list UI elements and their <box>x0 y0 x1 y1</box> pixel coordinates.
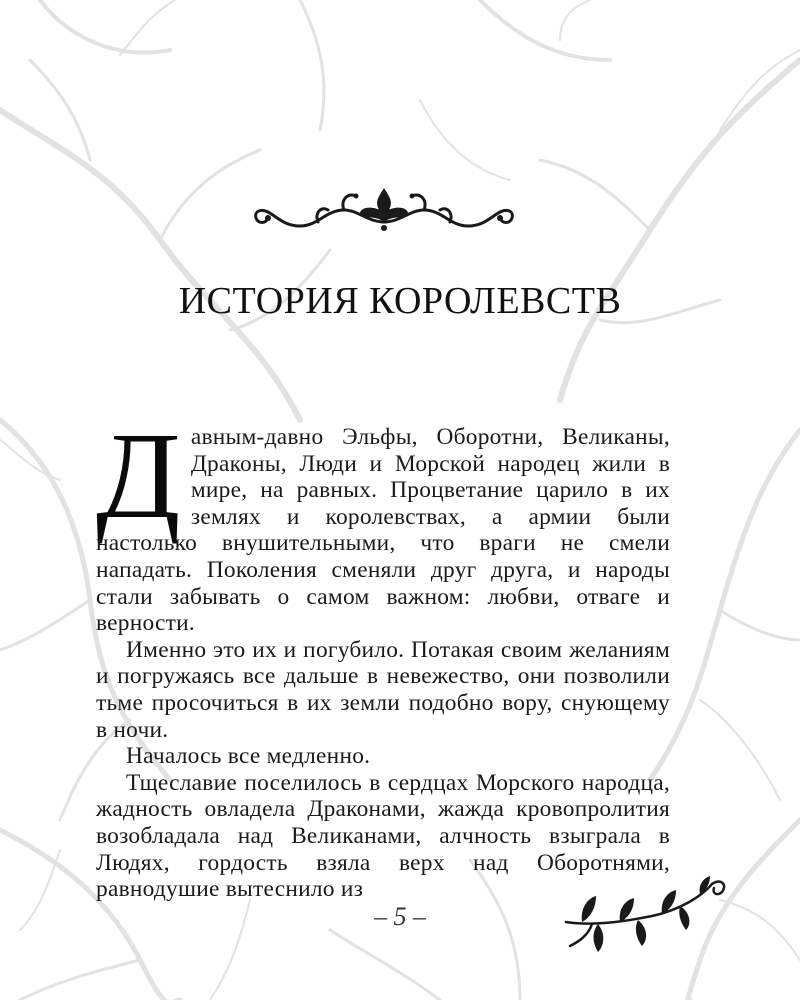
drop-cap: Д <box>96 407 181 544</box>
paragraph-1-text: авным-давно Эльфы, Оборотни, Великаны, Драконы, Люди и Морской народец жили в мире, на равных. Процветание царило в их землях и королевствах, а армии были настолько внушительными, что враги не смели нападать. Поколения сменяли друг друга, и народы стали забывать о самом важном: любви, отваге и верности. <box>96 424 670 637</box>
paragraph-4: Тщеславие поселилось в сердцах Морского народца, жадность овладела Драконами, жажда кровопролития возобладала над Великанами, алчность взыграла в Людях, гордость взяла верх над Оборотнями, равнодушие вытеснило из <box>96 769 670 903</box>
paragraph-2: Именно это их и погубило. Потакая своим желаниям и погружаясь все дальше в невежество, они позволили тьме просочиться в их земли подобно вору, снующему в ночи. <box>96 636 670 743</box>
leafy-branch-ornament-icon <box>562 876 732 956</box>
chapter-title: ИСТОРИЯ КОРОЛЕВСТВ <box>178 280 622 322</box>
body-text <box>96 407 670 903</box>
page-number: – 5 – <box>374 902 426 931</box>
filigree-scroll-ornament-icon <box>248 182 520 238</box>
paragraph-3: Началось все медленно. <box>126 743 371 770</box>
paragraph-1 <box>96 407 670 637</box>
